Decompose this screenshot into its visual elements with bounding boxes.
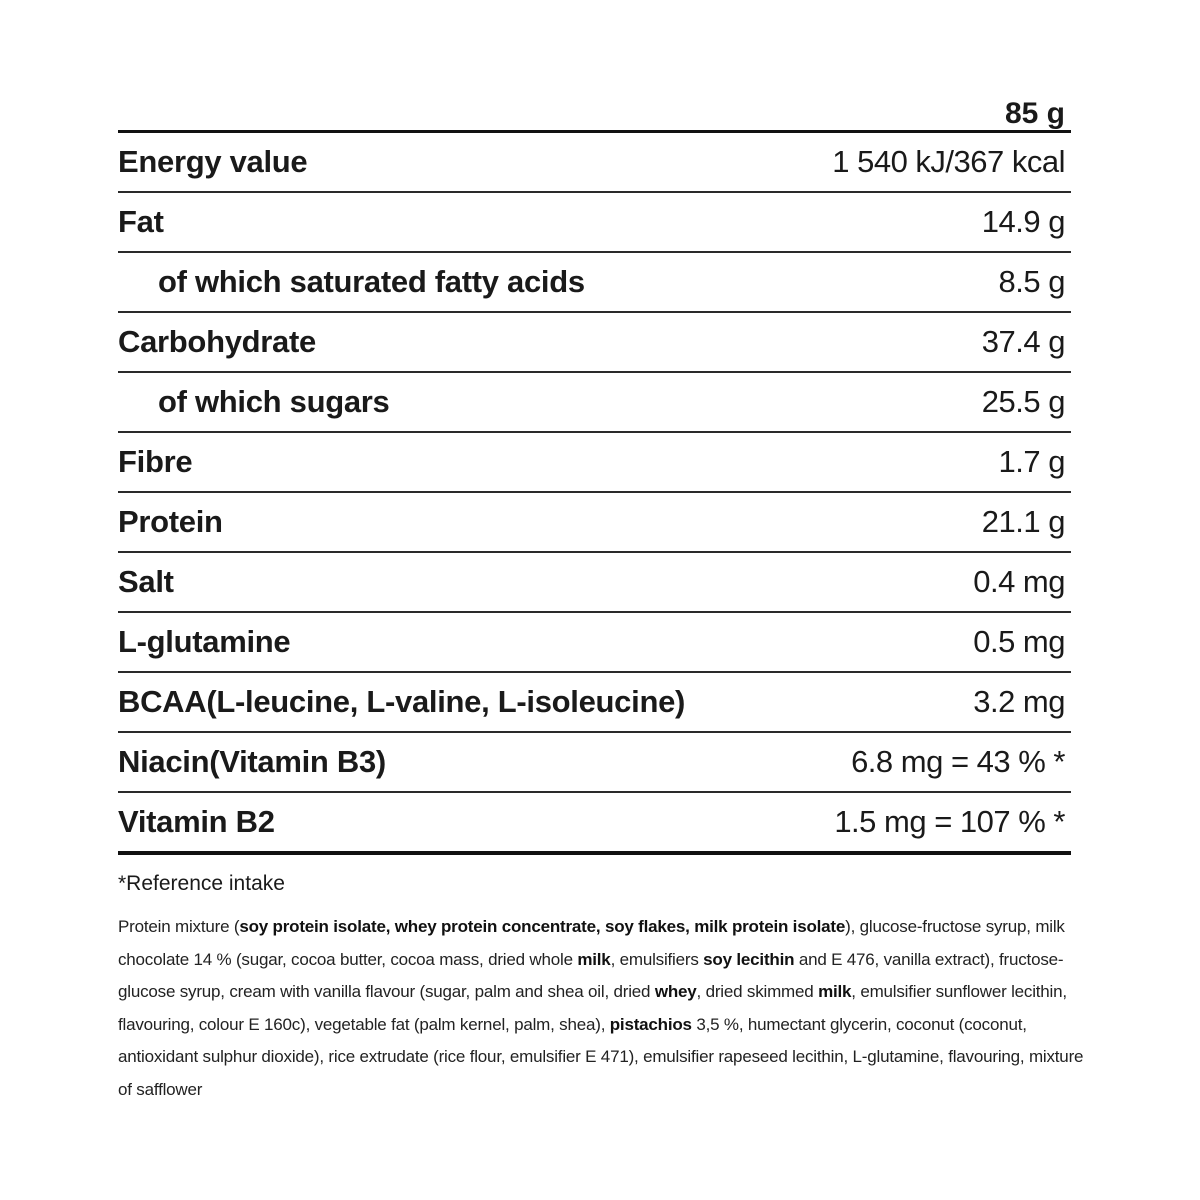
nutrient-value: 1.5 mg = 107 % * [834, 804, 1065, 839]
nutrient-label: Carbohydrate [118, 324, 316, 359]
allergen-text: milk [577, 949, 611, 969]
nutrient-value: 21.1 g [981, 504, 1065, 539]
serving-size-value: 85 g [1004, 97, 1065, 130]
table-row [118, 253, 1071, 313]
ingredients-text [118, 911, 1093, 1106]
table-row [118, 733, 1071, 793]
table-row [118, 553, 1071, 613]
nutrient-label: L-glutamine [118, 624, 291, 659]
table-row [118, 493, 1071, 553]
nutrient-label: of which saturated fatty acids [158, 264, 585, 299]
nutrient-label: Salt [118, 564, 174, 599]
nutrient-label: Protein [118, 504, 223, 539]
allergen-text: soy lecithin [703, 949, 795, 969]
table-row [118, 613, 1071, 673]
nutrient-value: 3.2 mg [973, 684, 1065, 719]
ingredient-text: , emulsifier sunflower lecithin, flavouring, colour E 160c), vegetable fat (palm kernel, palm, shea), [118, 982, 1067, 1034]
table-row [118, 433, 1071, 493]
nutrient-label: Energy value [118, 144, 308, 179]
nutrient-value: 8.5 g [998, 264, 1065, 299]
nutrient-value: 25.5 g [981, 384, 1065, 419]
nutrient-value: 1.7 g [998, 444, 1065, 479]
table-row [118, 133, 1071, 193]
ingredient-text: ), glucose-fructose syrup, milk chocolate 14 % (sugar, cocoa butter, cocoa mass, dried whole [118, 917, 1065, 969]
nutrient-value: 0.4 mg [973, 564, 1065, 599]
ingredient-text: , dried skimmed [696, 982, 819, 1001]
table-row [118, 793, 1071, 855]
ingredient-text: , emulsifiers [610, 949, 704, 969]
nutrient-label: BCAA(L-leucine, L-valine, L-isoleucine) [118, 684, 686, 719]
allergen-text: soy protein isolate, whey protein concentrate, soy flakes, milk protein isolate [239, 917, 846, 936]
nutrient-value: 6.8 mg = 43 % * [851, 744, 1065, 779]
nutrition-table [118, 133, 1071, 855]
nutrient-label: Fibre [118, 444, 193, 479]
nutrient-value: 37.4 g [981, 324, 1065, 359]
allergen-text: pistachios [609, 1014, 692, 1034]
allergen-text: whey [654, 982, 697, 1001]
nutrition-panel [118, 82, 1084, 1106]
ingredient-text: Protein mixture ( [118, 917, 240, 936]
ingredient-text: and E 476, vanilla extract), fructose-glucose syrup, cream with vanilla flavour (sugar, palm and shea oil, dried [118, 949, 1064, 1001]
nutrient-label: of which sugars [158, 384, 390, 419]
ingredient-text: 3,5 %, humectant glycerin, coconut (coconut, antioxidant sulphur dioxide), rice extrudate (rice flour, emulsifier E 471), emulsifier rapeseed lecithin, L-glutamine, flavouring, mixture of safflower [118, 1014, 1084, 1099]
table-row [118, 673, 1071, 733]
table-row [118, 313, 1071, 373]
nutrient-value: 1 540 kJ/367 kcal [832, 144, 1065, 179]
nutrient-label: Vitamin B2 [118, 804, 275, 839]
nutrient-value: 14.9 g [981, 204, 1065, 239]
table-row [118, 193, 1071, 253]
nutrient-label: Niacin(Vitamin B3) [118, 744, 386, 779]
table-row [118, 373, 1071, 433]
serving-size-header [118, 82, 1071, 130]
allergen-text: milk [818, 982, 852, 1001]
nutrient-label: Fat [118, 204, 164, 239]
nutrient-value: 0.5 mg [973, 624, 1065, 659]
reference-intake-note: *Reference intake [118, 872, 285, 895]
